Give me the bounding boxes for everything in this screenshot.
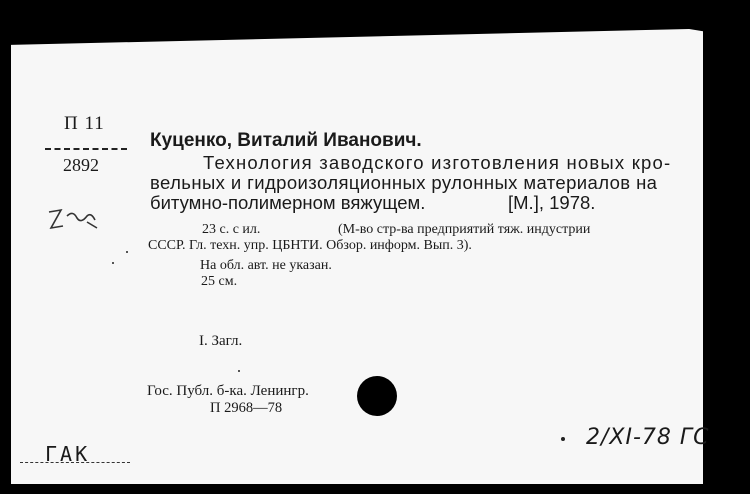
catalog-card <box>11 29 703 484</box>
shelfmark-top: П 11 <box>64 113 105 134</box>
series-line-1: (М-во стр-ва предприятий тяж. индустрии <box>338 222 591 237</box>
ink-dot <box>238 370 240 372</box>
collation: 23 с. с ил. <box>202 222 261 237</box>
library-line-1: Гос. Публ. б-ка. Ленингр. <box>147 383 309 399</box>
bottom-left-rule <box>20 462 130 463</box>
imprint: [М.], 1978. <box>508 192 596 213</box>
title-line-3: битумно-полимерном вяжущем. <box>150 192 426 213</box>
handwritten-date: 2/XI-78 ГС <box>586 425 710 450</box>
library-line-2: П 2968—78 <box>210 400 283 416</box>
series-line-2: СССР. Гл. техн. упр. ЦБНТИ. Обзор. информ. Вып. 3). <box>148 238 472 253</box>
ink-stamp <box>357 376 397 416</box>
bottom-left-mark: ГАК <box>45 442 91 466</box>
shelfmark-bottom: 2892 <box>63 155 99 175</box>
subject-heading: I. Загл. <box>199 333 243 349</box>
ink-dot <box>112 262 114 264</box>
note: На обл. авт. не указан. <box>200 258 332 273</box>
ink-dot <box>561 437 565 441</box>
ink-dot <box>126 251 128 253</box>
title-line-2: вельных и гидроизоляционных рулонных материалов на <box>150 172 658 193</box>
shelfmark-divider <box>45 148 127 150</box>
size: 25 см. <box>201 274 238 289</box>
title-line-1: Технология заводского изготовления новых кро- <box>203 152 672 173</box>
author-heading: Куценко, Виталий Иванович. <box>150 130 422 151</box>
handwritten-shelf-note <box>47 206 105 234</box>
